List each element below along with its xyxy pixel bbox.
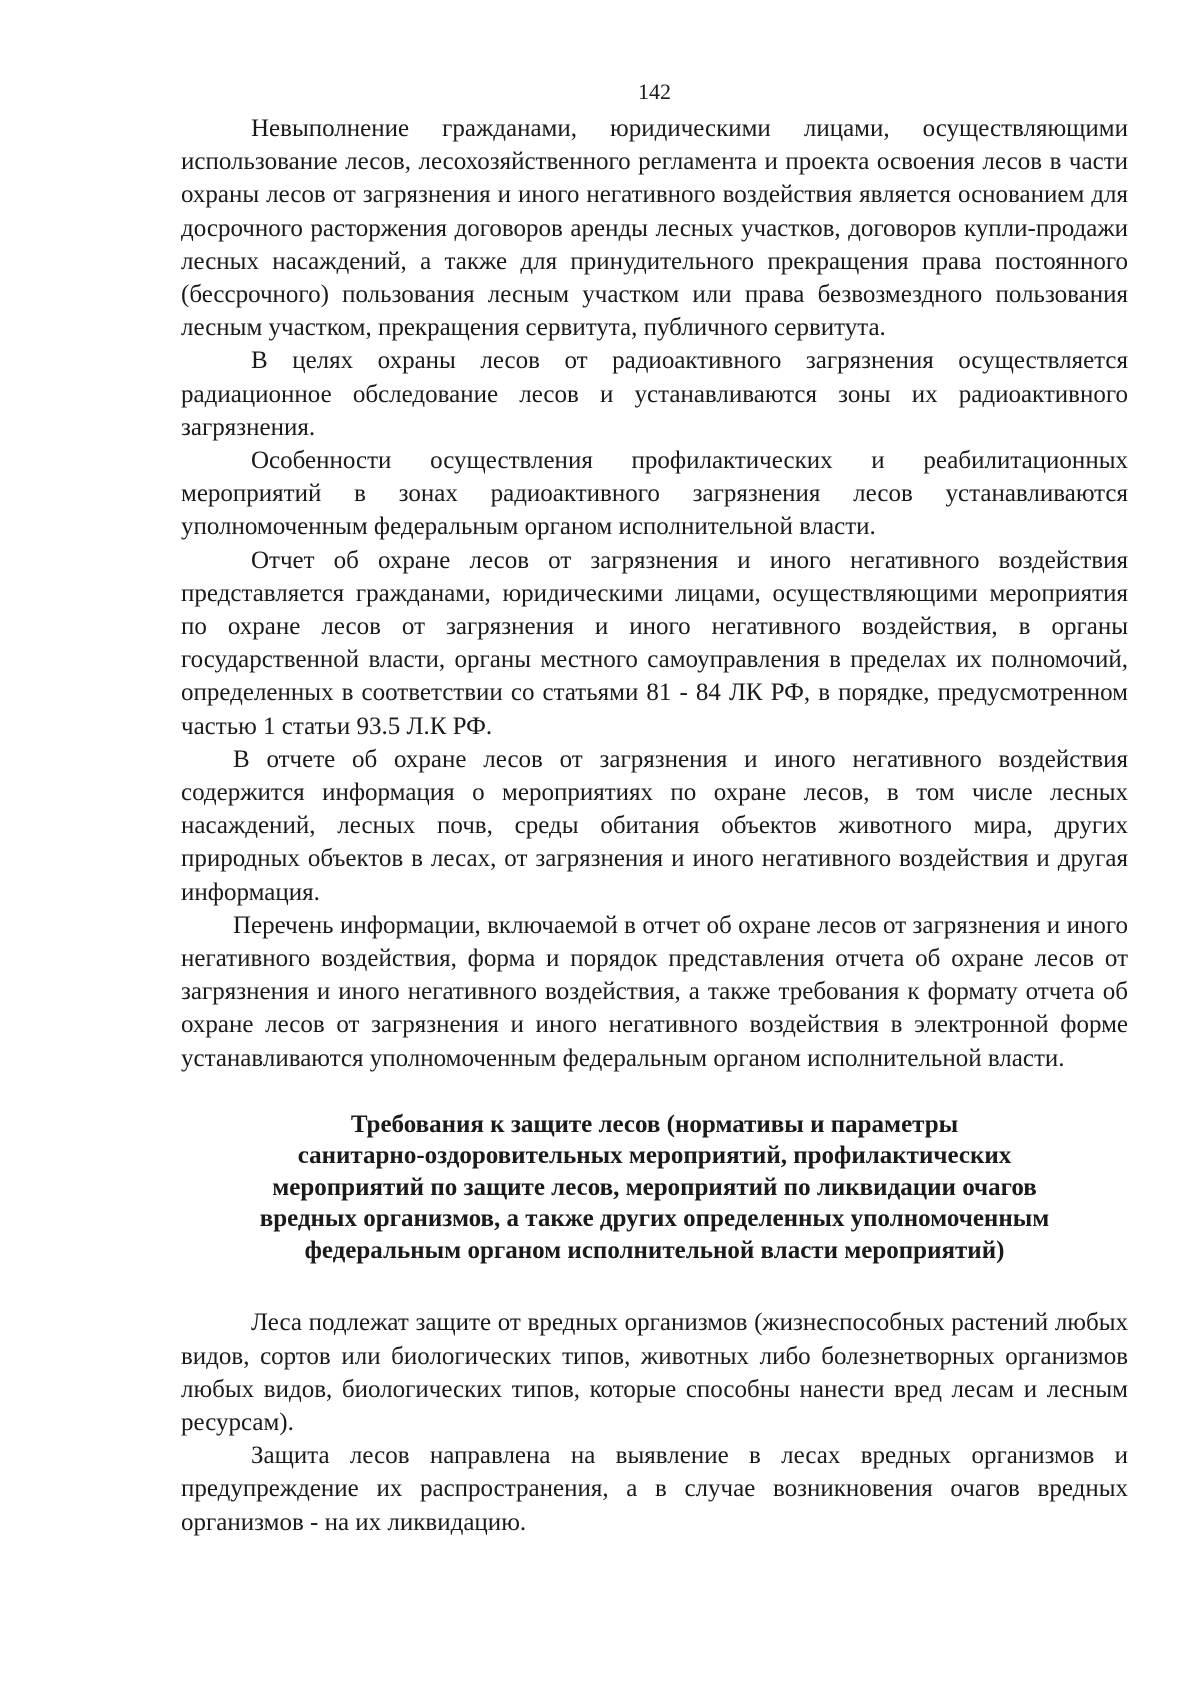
heading-line: санитарно-оздоровительных мероприятий, профилактических bbox=[297, 1142, 1012, 1170]
heading-line: федеральным органом исполнительной власти мероприятий) bbox=[304, 1236, 1005, 1264]
document-page bbox=[181, 72, 1128, 1539]
paragraph-radiation-survey: В целях охраны лесов от радиоактивного загрязнения осуществляется радиационное обследование лесов и устанавливаются зоны их радиоактивного загрязнения. bbox=[181, 347, 1128, 441]
paragraph-forest-protection: Леса подлежат защите от вредных организмов (жизнеспособных растений любых видов, сортов или биологических типов, животных либо болезнетворных организмов любых видов, биологических типов, которые способны нанести вред лесам и лесным ресурсам). bbox=[181, 1309, 1128, 1436]
paragraph-protection-aim: Защита лесов направлена на выявление в лесах вредных организмов и предупреждение их распространения, а в случае возникновения очагов вредных организмов - на их ликвидацию. bbox=[181, 1442, 1128, 1536]
paragraph-report-format: Перечень информации, включаемой в отчет об охране лесов от загрязнения и иного негативного воздействия, форма и порядок представления отчета об охране лесов от загрязнения и иного негативного воздействия, а также требования к формату отчета об охране лесов от загрязнения и иного негативного воздействия в электронной форме устанавливаются уполномоченным федеральным органом исполнительной власти. bbox=[181, 911, 1128, 1072]
heading-line: Требования к защите лесов (нормативы и параметры bbox=[350, 1110, 959, 1138]
page-number: 142 bbox=[638, 79, 671, 104]
section-heading bbox=[219, 1109, 1090, 1267]
heading-line: вредных организмов, а также других определенных уполномоченным bbox=[259, 1205, 1050, 1233]
heading-line: мероприятий по защите лесов, мероприятий по ликвидации очагов bbox=[272, 1173, 1037, 1201]
paragraph-noncompliance: Невыполнение гражданами, юридическими лицами, осуществляющими использование лесов, лесохозяйственного регламента и проекта освоения лесов в части охраны лесов от загрязнения и иного негативного воздействия является основанием для досрочного расторжения договоров аренды лесных участков, договоров купли-продажи лесных насаждений, а также для принудительного прекращения права постоянного (бессрочного) пользования лесным участком или права безвозмездного пользования лесным участком, прекращения сервитута, публичного сервитута. bbox=[181, 115, 1128, 342]
paragraph-report-content: В отчете об охране лесов от загрязнения и иного негативного воздействия содержится информация о мероприятиях по охране лесов, в том числе лесных насаждений, лесных почв, среды обитания объектов животного мира, других природных объектов в лесах, от загрязнения и иного негативного воздействия и другая информация. bbox=[181, 745, 1128, 906]
paragraph-report-submission: Отчет об охране лесов от загрязнения и иного негативного воздействия представляется гражданами, юридическими лицами, осуществляющими мероприятия по охране лесов от загрязнения и иного негативного воздействия, в органы государственной власти, органы местного самоуправления в пределах их полномочий, определенных в соответствии со статьями 81 - 84 ЛК РФ, в порядке, предусмотренном частью 1 статьи 93.5 Л.К РФ. bbox=[181, 546, 1128, 740]
paragraph-rehabilitation: Особенности осуществления профилактических и реабилитационных мероприятий в зонах радиоактивного загрязнения лесов устанавливаются уполномоченным федеральным органом исполнительной власти. bbox=[181, 447, 1128, 541]
